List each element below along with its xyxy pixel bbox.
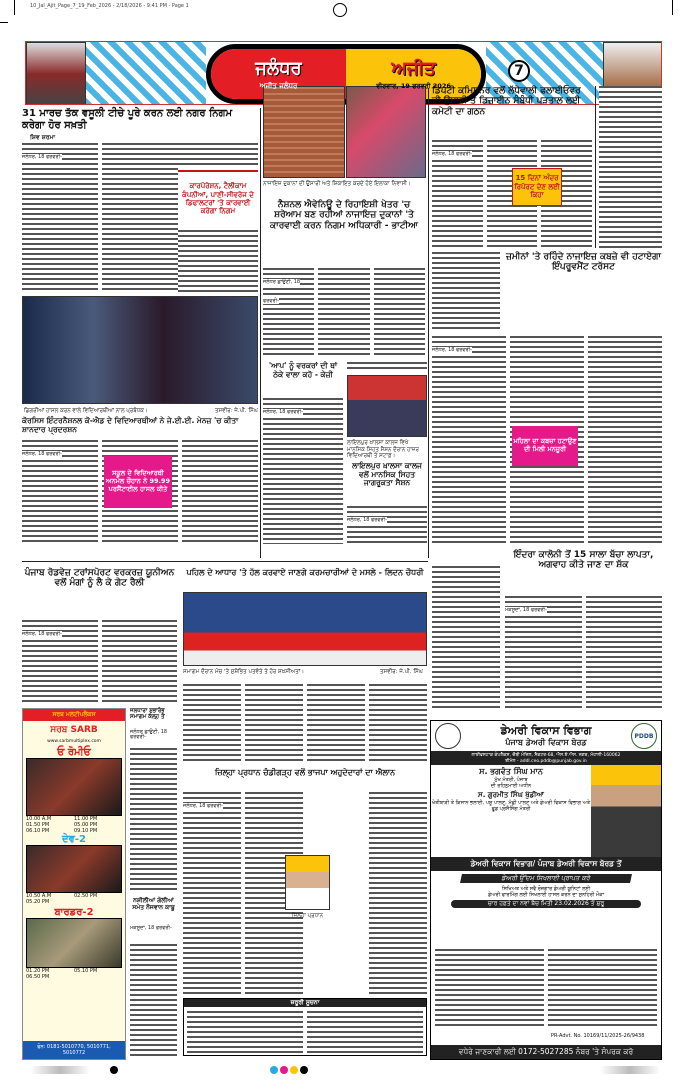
government-emblem-icon <box>435 723 461 749</box>
headline: ਇੰਦਰਾ ਕਾਲੋਨੀ ਤੋਂ 15 ਸਾਲਾ ਬੱਚਾ ਲਾਪਤਾ, ਅਗਵਾਹ ਕੀਤੇ ਜਾਣ ਦਾ ਸ਼ੱਕ <box>513 550 654 571</box>
column-rule <box>595 86 596 248</box>
article-body <box>432 252 500 332</box>
color-dot <box>290 1066 298 1074</box>
cinema-brand: ਸਰਬ SARB <box>50 725 98 735</box>
minister-name: ਸ. ਗੁਰਮੀਤ ਸਿੰਘ ਖੁੱਡੀਆਂ <box>478 791 544 799</box>
title-right: ਅਜੀਤ <box>391 58 436 79</box>
color-dot <box>270 1066 278 1074</box>
dateline: ਜਲੰਧਰ, 18 ਫਰਵਰੀ- <box>22 631 62 637</box>
ad-banner: ਡੇਅਰੀ ਵਿਕਾਸ ਵਿਭਾਗ/ ਪੰਜਾਬ ਡੇਅਰੀ ਵਿਕਾਸ ਬੋਰਡ ਤੋਂ <box>431 857 661 871</box>
notice-box <box>183 998 427 1056</box>
pattern-left <box>86 42 206 105</box>
showtimes <box>26 816 122 834</box>
training-label: ਡੇਅਰੀ ਉੱਦਮ ਸਿਖਲਾਈ ਪ੍ਰਾਪਤ ਕਰੋ <box>460 874 632 883</box>
dateline: ਜਲੰਧਰ, 18 ਫਰਵਰੀ- <box>263 409 303 415</box>
registration-mark <box>333 3 347 17</box>
minister-photo <box>591 765 661 857</box>
article-body <box>22 620 177 702</box>
person-photo <box>346 86 426 178</box>
photo-caption: ਡਿਗਰੀਆਂ ਹਾਸਲ ਕਰਨ ਵਾਲੇ ਵਿਦਿਆਰਥੀਆਂ ਨਾਲ ਪ੍ਰਬੰਧਕ। <box>24 408 148 414</box>
photo-caption: ਸਮਾਗਮ ਦੌਰਾਨ ਮੰਚ 'ਤੇ ਸੁਸ਼ੋਭਿਤ ਪਤਵੰਤੇ ਤੇ ਹੋਰ ਸ਼ਖ਼ਸੀਅਤਾਂ। <box>183 669 305 675</box>
headline: ਨੈਸ਼ਨਲ ਐਵੇਨਿਊ ਦੇ ਰਿਹਾਇਸ਼ੀ ਖੇਤਰ 'ਚ ਸ਼ਰੇਆਮ ਬਣ ਰਹੀਆਂ ਨਾਜਾਇਜ਼ ਦੁਕਾਨਾਂ 'ਤੇ ਕਾਰਵਾਈ ਕਰਨ ਨਿਗਮ ਅਧਿਕਾਰੀ - ਭਾਟੀਆ <box>270 200 418 231</box>
dateline: ਜਲੰਧਰ, 18 ਫਰਵਰੀ- <box>183 803 223 809</box>
crop-mark <box>672 0 673 15</box>
highlight-box: ਮਹਿਲਾ ਦਾ ਕਬਜ਼ਾ ਹਟਾਉਣ ਦੀ ਮਿਲੀ ਮਨਜ਼ੂਰੀ <box>512 426 578 466</box>
portrait-photo <box>285 855 330 910</box>
headline: ਪੰਜਾਬ ਰੋਡਵੇਜ਼ ਟਰਾਂਸਪੋਰਟ ਵਰਕਰਜ਼ ਯੂਨੀਅਨ ਵਲੋਂ ਮੰਗਾਂ ਨੂੰ ਲੈ ਕੇ ਗੇਟ ਰੈਲੀ <box>24 568 175 589</box>
page-slug: 10_Jal_Ajit_Page_7_19_Feb_2026 - 2/18/2026 - 9:41 PM - Page 1 <box>30 3 189 9</box>
dateline: ਜਲੰਧਰ, 18 ਫਰਵਰੀ- <box>432 151 472 157</box>
dateline: ਜਲੰਧਰ ਛਾਉਣੀ, 18 ਫਰਵਰੀ- <box>130 730 177 740</box>
showtime: 05.00 PM <box>74 822 98 828</box>
edition-name: ਅਜੀਤ ਜਲੰਧਰ <box>259 82 298 90</box>
cinema-url[interactable]: www.sarbmultiplex.com <box>47 739 101 744</box>
issue-date: ਵੀਰਵਾਰ, 19 ਫਰਵਰੀ 2026 <box>376 82 451 90</box>
column-rule <box>260 108 261 558</box>
headline: ਜਲਧਾਰਾ ਸ਼ੁਭਾਰੰਭ ਸਮਾਗਮ ਕੱਲ੍ਹ ਤੋਂ <box>130 708 165 721</box>
movie-title: ਓ ਰੋਮੀਓ <box>57 747 91 758</box>
highlight-box: ਸਕੂਲ ਦੇ ਵਿਦਿਆਰਥੀ ਅਨਮੋਲ ਚੌਹਾਨ ਨੇ 99.99 ਪਰਸੈਂਟਾਈਲ ਹਾਸਲ ਕੀਤੇ <box>104 456 172 508</box>
color-bar <box>600 1066 660 1074</box>
dateline: ਜਲੰਧਰ, 18 ਫਰਵਰੀ- <box>347 517 387 523</box>
bricks-photo <box>263 86 345 178</box>
article-body <box>347 362 427 372</box>
showtime: 01.50 PM <box>26 822 50 828</box>
headline: ਨਸ਼ੀਲੀਆਂ ਗੋਲੀਆਂ ਸਮੇਤ ਨੌਜਵਾਨ ਕਾਬੂ <box>132 897 175 911</box>
ad-subtitle: ਪੰਜਾਬ ਡੇਅਰੀ ਵਿਕਾਸ ਬੋਰਡ <box>505 738 587 747</box>
article-body <box>183 684 427 764</box>
cinema-header: ਸਰਬ ਮਲਟੀਪਲੈਕਸ <box>23 709 125 721</box>
color-dot <box>280 1066 288 1074</box>
article-body <box>178 143 258 168</box>
article-body <box>505 596 662 710</box>
article-body <box>263 398 343 544</box>
column-rule <box>428 88 429 558</box>
dairy-ad <box>430 720 662 1060</box>
seminar-photo <box>347 375 427 437</box>
headline: ਡਿਪਟੀ ਕਮਿਸ਼ਨਰ ਵਲੋਂ ਲੱਧੇਵਾਲੀ ਫਲਾਈਓਵਰ ਦੀ ਉਸਾਰੀ ਤੇ ਡਿਜ਼ਾਈਨ ਸੰਬੰਧੀ ਪੜਤਾਲ ਲਈ ਕਮੇਟੀ ਦਾ ਗਠਨ <box>432 86 581 117</box>
building-photo-left <box>26 42 86 105</box>
article-body <box>347 506 427 546</box>
headline: ਕੋਰਸਿਸ ਇੰਟਰਨੈਸ਼ਨਲ ਕੋ-ਐਡ ਦੇ ਵਿਦਿਆਰਥੀਆਂ ਨੇ ਜੇ.ਈ.ਈ. ਮੇਨਜ਼ 'ਚ ਕੀਤਾ ਸ਼ਾਨਦਾਰ ਪ੍ਰਦਰਸ਼ਨ <box>22 416 239 434</box>
article-body <box>178 230 258 292</box>
showtime: 01.20 PM <box>26 968 50 974</box>
ad-email: ਈਮੇਲ - addl.ceo.pddb@punjab.gov.in <box>505 759 587 764</box>
section-rule <box>22 561 428 562</box>
photo-caption: ਲਾਇਲਪੁਰ ਖ਼ਾਲਸਾ ਕਾਲਜ ਵਿਖੇ ਮਾਨਸਿਕ ਸਿਹਤ ਸੈਸ਼ਨ ਦੌਰਾਨ ਹਾਜ਼ਰ ਵਿਦਿਆਰਥੀ ਤੇ ਸਟਾਫ਼। <box>347 440 419 460</box>
cm-name: ਸ. ਭਗਵੰਤ ਸਿੰਘ ਮਾਨ <box>479 767 543 776</box>
batch-date: ਚਾਰ ਹਫ਼ਤੇ ਦਾ ਨਵਾਂ ਬੈਚ ਮਿਤੀ 23.02.2026 ਤੋਂ ਸ਼ੁਰੂ <box>451 900 641 908</box>
crop-mark <box>0 22 8 23</box>
showtimes <box>26 893 122 905</box>
event-photo <box>183 592 427 666</box>
headline: ਜ਼ਿਲ੍ਹਾ ਪ੍ਰਧਾਨ ਚੰਡੀਗੜ੍ਹ ਵਲੋਂ ਭਾਜਪਾ ਅਹੁਦੇਦਾਰਾਂ ਦਾ ਐਲਾਨ <box>214 768 396 777</box>
ad-line: ਡੇਅਰੀ ਫਾਰਮਿੰਗ ਲਈ ਸਿਖਲਾਈ ਹਾਸਲ ਕਰਨ ਦਾ ਸੁਨਹਿਰੀ ਮੌਕਾ <box>487 892 605 898</box>
ad-details <box>435 949 657 1029</box>
article-body <box>130 748 177 893</box>
portrait-caption: ਜਿਲ੍ਹਾ ਪ੍ਰਧਾਨ <box>291 913 324 919</box>
booking-phone: ਫੋਨ: 0181-5010770, 5010771, 5010772 <box>23 1041 125 1059</box>
headline: ਜ਼ਮੀਨਾਂ 'ਤੇ ਰਹਿੰਦੇ ਨਾਜਾਇਜ਼ ਕਬਜ਼ੇ ਵੀ ਹਟਾਏਗਾ ਇੰਪਰੂਵਮੈਂਟ ਟਰੱਸਟ <box>506 252 661 273</box>
contact-footer: ਵਧੇਰੇ ਜਾਣਕਾਰੀ ਲਈ 0172-5027285 ਨੰਬਰ 'ਤੇ ਸੰਪਰਕ ਕਰੋ <box>431 1045 661 1059</box>
ad-line: ਸਿਖਿਅਤ ਅਤੇ ਸਵੈ ਰੋਜ਼ਗਾਰ ਡੇਅਰੀ ਯੂਨਿਟਾਂ ਲਈ <box>501 886 591 892</box>
crop-mark <box>14 0 15 15</box>
color-dot <box>110 1066 118 1074</box>
showtime: 06.50 PM <box>26 974 50 980</box>
pddb-logo: PDDB <box>631 723 657 749</box>
highlight-box: 15 ਦਿਨਾਂ ਅੰਦਰ ਰਿਪੋਰਟ ਦੇਣ ਲਈ ਕਿਹਾ <box>512 168 562 206</box>
notice-title: ਜ਼ਰੂਰੀ ਸੂਚਨਾ <box>184 999 426 1007</box>
ad-address: ਲਾਈਵਸਟਾਕ ਕੰਪਲੈਕਸ, ਚੌਥੀ ਮੰਜ਼ਿਲ, ਸੈਕਟਰ-68, ਐਸ.ਏ.ਐਸ. ਨਗਰ, ਮੋਹਾਲੀ-160062 <box>471 753 621 758</box>
dateline: ਜਲੰਧਰ, 18 ਫਰਵਰੀ- <box>22 451 62 457</box>
cinema-ad <box>22 708 126 1060</box>
movie-poster <box>26 758 122 816</box>
graduates-photo <box>22 296 258 404</box>
color-bar <box>30 1066 90 1074</box>
headline: 31 ਮਾਰਚ ਤੱਕ ਵਸੂਲੀ ਟੀਚੇ ਪੂਰੇ ਕਰਨ ਲਈ ਨਗਰ ਨਿਗਮ ਕਰੇਗਾ ਹੋਰ ਸਖ਼ਤੀ <box>22 108 233 131</box>
movie-title: ਦੇਵ-2 <box>62 834 86 845</box>
minister-role: ਖੇਤੀਬਾੜੀ ਤੇ ਕਿਸਾਨ ਭਲਾਈ, ਪਸ਼ੂ ਪਾਲਣ, ਮੱਛੀ ਪਾਲਣ ਅਤੇ ਡੇਅਰੀ ਵਿਕਾਸ ਵਿਭਾਗ ਅਤੇ ਫੂਡ ਪ੍ਰੋਸੈਸਿੰਗ ਮੰਤਰੀ <box>431 800 591 812</box>
dateline: ਮਕਸੂਦਾਂ, 18 ਫਰਵਰੀ- <box>130 926 177 931</box>
color-dot <box>300 1066 308 1074</box>
showtime: 05.10 PM <box>74 968 98 974</box>
headline: ਲਾਇਲਪੁਰ ਖ਼ਾਲਸਾ ਕਾਲਜ ਵਲੋਂ ਮਾਨਸਿਕ ਸਿਹਤ ਜਾਗਰੂਕਤਾ ਸੈਸ਼ਨ <box>352 461 422 488</box>
byline: ਸ਼ਿਵ ਸ਼ਰਮਾ <box>30 134 56 141</box>
photo-caption: ਨਾਜਾਇਜ਼ ਦੁਕਾਨਾਂ ਦੀ ਉਸਾਰੀ ਅਤੇ ਸ਼ਿਕਾਇਤ ਕਰਦੇ ਹੋਏ ਇਲਾਕਾ ਨਿਵਾਸੀ। <box>263 181 411 187</box>
movie-poster <box>26 845 122 893</box>
cm-role: ਮੁੱਖ ਮੰਤਰੀ, ਪੰਜਾਬ <box>494 777 528 783</box>
photo-credit: ਤਸਵੀਰ: ਜੇ.ਪੀ. ਸਿੰਘ <box>380 669 423 675</box>
dateline: ਜਲੰਧਰ, 18 ਫਰਵਰੀ- <box>22 154 62 160</box>
guidance-text: ਦੀ ਰਹਿਨੁਮਾਈ ਅਧੀਨ <box>490 783 532 789</box>
pull-quote: ਕਾਰਪੋਰੇਸ਼ਨ, ਟੈਲੀਕਾਮ ਕੰਪਨੀਆਂ, ਪਾਣੀ-ਸੀਵਰੇਜ ਦੇ ਡਿਫਾਲਟਰਾਂ 'ਤੇ ਕਾਰਵਾਈ ਕਰੇਗਾ ਨਿਗਮ <box>178 170 258 226</box>
showtime: 10.50 A.M <box>26 893 52 899</box>
showtime: 02.50 PM <box>74 893 98 899</box>
title-left: ਜਲੰਧਰ <box>255 58 302 79</box>
photo-credit: ਤਸਵੀਰ: ਜੇ.ਪੀ. ਸਿੰਘ <box>215 408 258 414</box>
showtime: 05.20 PM <box>26 899 50 905</box>
ad-title: ਡੇਅਰੀ ਵਿਕਾਸ ਵਿਭਾਗ <box>500 724 592 737</box>
headline: ਪਹਿਲ ਦੇ ਆਧਾਰ 'ਤੇ ਹੱਲ ਕਰਵਾਏ ਜਾਣਗੇ ਕਰਮਚਾਰੀਆਂ ਦੇ ਮਸਲੇ - ਲਿਦਨ ਚੌਧਰੀ <box>186 568 424 577</box>
address-bar <box>431 751 661 765</box>
showtime: 09.10 PM <box>74 828 98 834</box>
dateline: ਮਕਸੂਦਾਂ, 18 ਫਰਵਰੀ- <box>505 607 547 613</box>
headline: 'ਆਪ' ਨੂੰ ਵਰਕਰਾਂ ਦੀ ਥਾਂ ਠੇਕੇ ਵਾਲਾ ਕਹੋ - ਕੇਜ਼ੀ <box>268 361 338 379</box>
notice-body <box>187 1011 423 1053</box>
article-body <box>599 86 662 248</box>
page-number: 7 <box>508 60 530 82</box>
ad-reference: PR-Advt. No. 10169/11/2025-26/9438 <box>551 1033 645 1039</box>
article-body <box>263 268 425 356</box>
showtimes <box>26 968 122 980</box>
article-body <box>432 566 500 710</box>
showtime: 11.00 PM <box>74 816 98 822</box>
showtime: 06.10 PM <box>26 828 50 834</box>
dateline: ਜਲੰਧਰ ਛਾਉਣੀ, 18 ਫਰਵਰੀ- <box>263 279 301 304</box>
dateline: ਜਲੰਧਰ, 18 ਫਰਵਰੀ- <box>432 347 472 353</box>
showtime: 10.00 A.M <box>26 816 52 822</box>
movie-title: ਬਾਰਡਰ-2 <box>54 907 94 918</box>
article-body <box>130 944 177 1058</box>
movie-poster <box>26 918 122 968</box>
